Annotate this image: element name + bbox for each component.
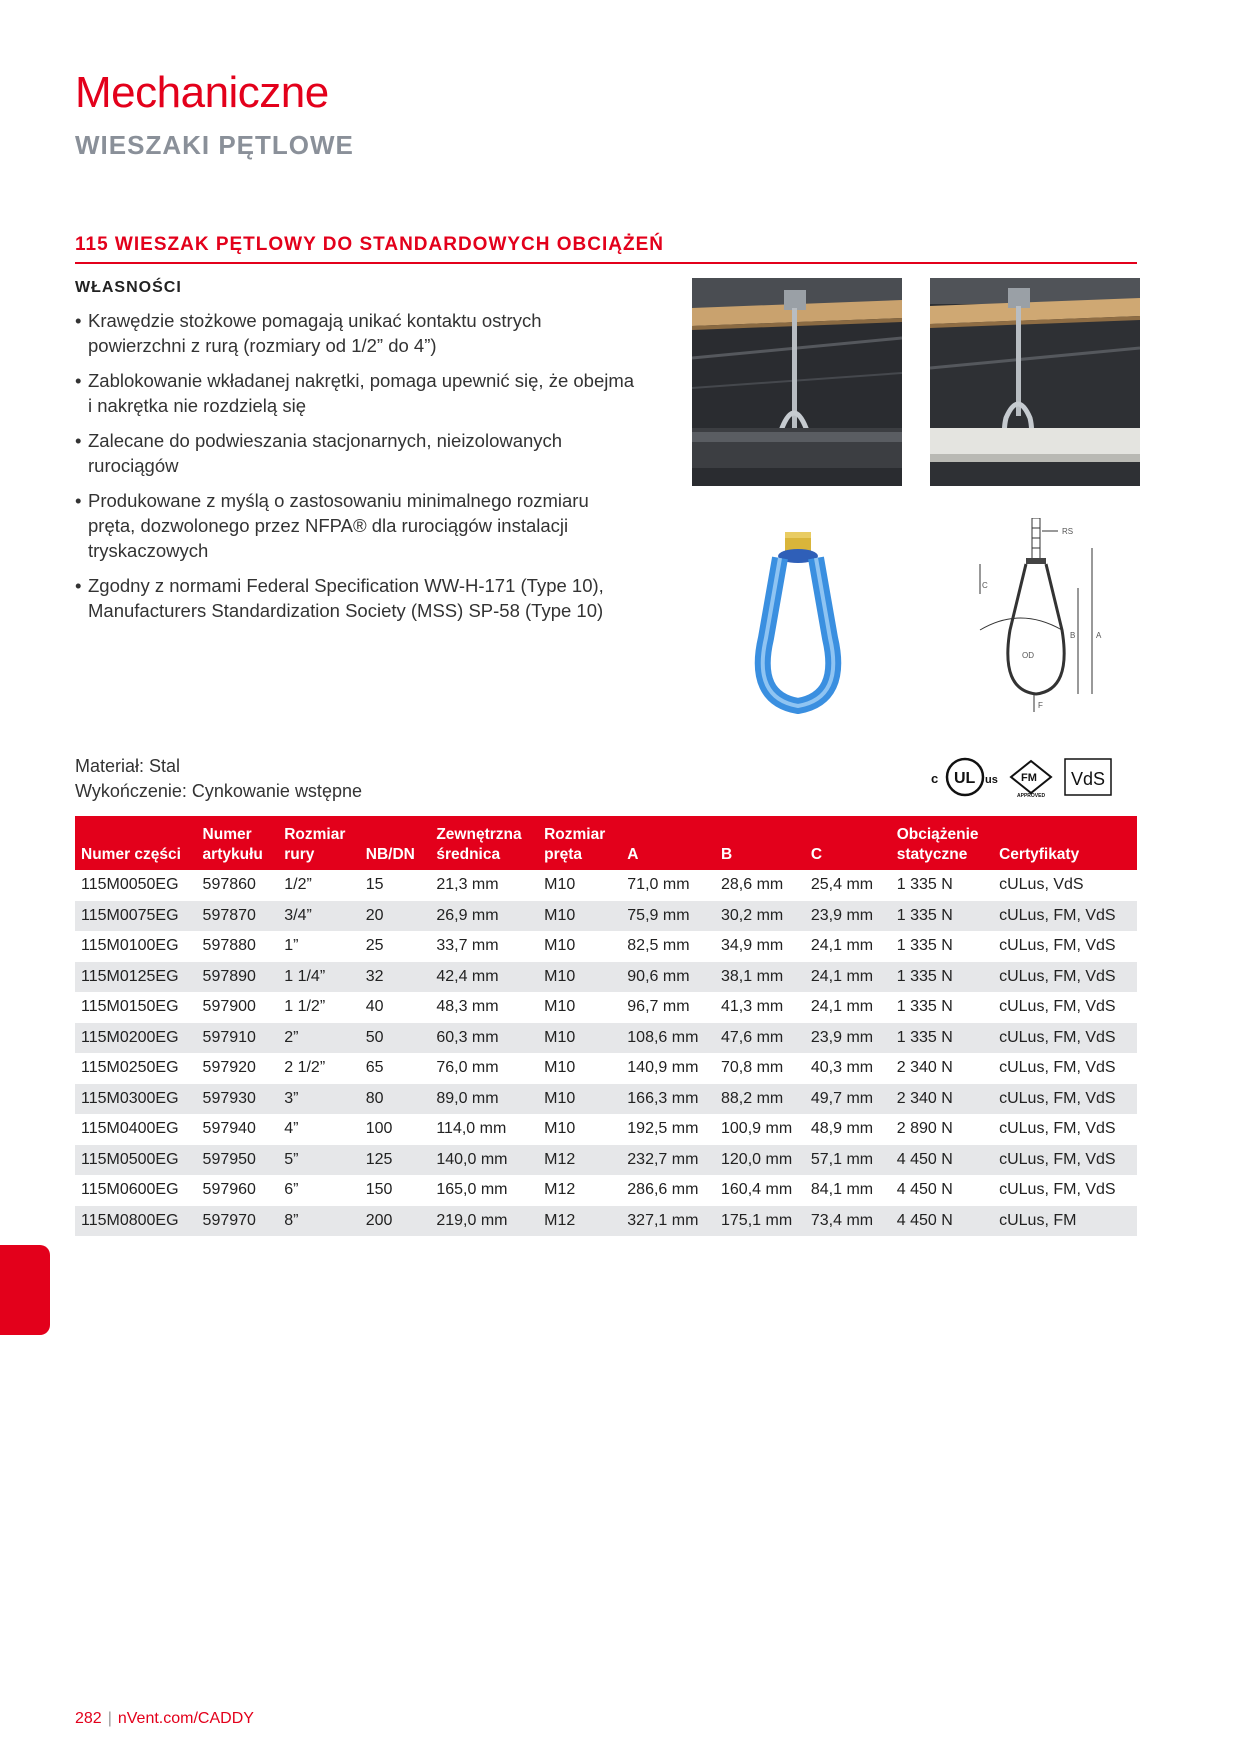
table-cell: cULus, FM [993, 1206, 1137, 1237]
properties-list [75, 308, 635, 633]
column-header [197, 816, 279, 870]
column-header-line1 [721, 825, 801, 845]
table-cell: M10 [538, 1084, 621, 1115]
table-cell: 1 335 N [891, 962, 993, 993]
properties-heading: WŁASNOŚCI [75, 279, 182, 296]
table-cell: cULus, FM, VdS [993, 1145, 1137, 1176]
table-cell: 1/2” [284, 876, 312, 894]
table-cell: 84,1 mm [810, 1181, 874, 1199]
column-header [538, 816, 621, 870]
column-header-line2: statyczne [896, 846, 968, 863]
table-cell: 80 [360, 1084, 431, 1115]
table-cell: cULus, FM, VdS [993, 962, 1137, 993]
table-cell: 1 1/4” [278, 962, 360, 993]
material-text: Materiał: Stal [75, 756, 181, 776]
table-cell: M10 [538, 962, 621, 993]
table-cell: 82,5 mm [627, 937, 690, 955]
table-cell: 71,0 mm [627, 876, 690, 894]
table-cell: 140,9 mm [627, 1059, 699, 1077]
table-cell: cULus, FM, VdS [993, 1084, 1137, 1115]
table-cell: M10 [544, 937, 576, 955]
table-cell: 1 1/2” [284, 998, 326, 1016]
table-cell: 597860 [202, 876, 256, 894]
table-cell: 3/4” [278, 901, 360, 932]
column-header [75, 816, 197, 870]
table-cell: 115M0800EG [75, 1206, 197, 1237]
table-row [75, 1084, 1137, 1115]
table-cell: 597970 [197, 1206, 279, 1237]
installed-photo-dark-pipe [692, 278, 902, 486]
column-header-line2: Numer części [81, 846, 181, 863]
table-cell: 25,4 mm [810, 876, 874, 894]
table-cell: 40,3 mm [810, 1059, 874, 1077]
table-cell: cULus, FM, VdS [999, 1120, 1116, 1138]
column-header-line2: NB/DN [365, 846, 415, 863]
table-cell: 100,9 mm [721, 1120, 793, 1138]
table-cell: 42,4 mm [430, 962, 538, 993]
table-cell: 115M0500EG [75, 1145, 197, 1176]
table-row [75, 962, 1137, 993]
dimension-drawing [970, 518, 1130, 713]
page-subtitle: WIESZAKI PĘTLOWE [75, 130, 354, 160]
drawing-label-od: OD [1022, 651, 1034, 660]
table-cell: M10 [544, 1120, 576, 1138]
table-cell: 2” [278, 1023, 360, 1054]
column-header-line1 [81, 825, 193, 845]
table-cell: 33,7 mm [436, 937, 499, 955]
table-cell: cULus, FM, VdS [999, 937, 1116, 955]
page-title: Mechaniczne [75, 68, 329, 117]
table-cell: 60,3 mm [430, 1023, 538, 1054]
column-header-line2: B [721, 846, 733, 863]
column-header-line1 [627, 825, 711, 845]
table-cell: 41,3 mm [721, 998, 784, 1016]
table-cell: cULus, FM, VdS [993, 901, 1137, 932]
table-cell: 100 [365, 1120, 393, 1138]
column-header-line1 [811, 825, 887, 845]
table-cell: 6” [284, 1181, 299, 1199]
table-cell: M10 [544, 876, 576, 894]
table-cell: 1 335 N [891, 901, 993, 932]
footer-separator: | [107, 1710, 112, 1727]
table-cell: M10 [538, 901, 621, 932]
ul-logo-icon [931, 759, 998, 795]
property-item: • Zalecane do podwieszania stacjonarnych, nieizolowanych rurociągów [75, 428, 635, 478]
table-cell: 24,1 mm [810, 937, 874, 955]
table-cell: 232,7 mm [621, 1145, 715, 1176]
table-cell: 219,0 mm [430, 1206, 538, 1237]
table-cell: 50 [360, 1023, 431, 1054]
table-cell: M12 [544, 1181, 576, 1199]
finish-text: Wykończenie: Cynkowanie wstępne [75, 781, 362, 801]
table-cell: 26,9 mm [430, 901, 538, 932]
table-cell: 140,0 mm [430, 1145, 538, 1176]
svg-text:FM: FM [1021, 772, 1037, 784]
table-cell: 115M0100EG [81, 937, 179, 955]
table-cell: 175,1 mm [715, 1206, 805, 1237]
table-cell: 34,9 mm [721, 937, 784, 955]
table-cell: 24,1 mm [805, 962, 891, 993]
property-item: • Krawędzie stożkowe pomagają unikać kontaktu ostrych powierzchni z rurą (rozmiary od 1/2” do 4”) [75, 308, 635, 358]
svg-text:c: c [931, 771, 939, 786]
table-cell: cULus, FM, VdS [993, 1023, 1137, 1054]
table-cell: cULus, FM, VdS [999, 1181, 1116, 1199]
table-cell: 1 335 N [891, 1023, 993, 1054]
column-header-line1: Zewnętrzna [436, 826, 522, 843]
table-cell: 25 [365, 937, 384, 955]
section-divider [75, 262, 1137, 264]
table-cell: 89,0 mm [430, 1084, 538, 1115]
table-cell: 21,3 mm [436, 876, 499, 894]
table-cell: 150 [365, 1181, 393, 1199]
table-cell: 1” [284, 937, 299, 955]
table-cell: 70,8 mm [721, 1059, 784, 1077]
column-header-line1: Rozmiar [544, 826, 606, 843]
certification-logos [925, 755, 1125, 801]
column-header-line2: C [810, 846, 823, 863]
column-header-line1: Numer [202, 826, 252, 843]
table-cell: 38,1 mm [715, 962, 805, 993]
column-header-line1 [366, 825, 427, 845]
table-cell: 48,9 mm [810, 1120, 874, 1138]
svg-text:UL: UL [954, 770, 976, 787]
drawing-label-b: B [1070, 631, 1076, 640]
table-cell: 115M0050EG [81, 876, 179, 894]
table-cell: 200 [360, 1206, 431, 1237]
table-cell: M12 [538, 1145, 621, 1176]
table-cell: 96,7 mm [627, 998, 690, 1016]
table-cell: 2 340 N [891, 1084, 993, 1115]
vds-logo-icon [1065, 759, 1111, 795]
table-row [75, 992, 1137, 1023]
table-cell: 166,3 mm [621, 1084, 715, 1115]
property-item: • Zablokowanie wkładanej nakrętki, pomaga upewnić się, że obejma i nakrętka nie rozdzielą się [75, 368, 635, 418]
table-cell: 28,6 mm [721, 876, 784, 894]
table-cell: 115M0075EG [75, 901, 197, 932]
table-cell: 115M0400EG [81, 1120, 179, 1138]
table-cell: 114,0 mm [436, 1120, 507, 1138]
table-cell: M10 [544, 998, 576, 1016]
table-cell: 32 [360, 962, 431, 993]
table-cell: 88,2 mm [715, 1084, 805, 1115]
table-cell: 20 [360, 901, 431, 932]
table-cell: 597870 [197, 901, 279, 932]
table-cell: 597880 [202, 937, 256, 955]
table-cell: 48,3 mm [436, 998, 499, 1016]
property-item: • Produkowane z myślą o zastosowaniu minimalnego rozmiaru pręta, dozwolonego przez NFPA® dla rurociągów instalacji tryskaczowych [75, 488, 635, 563]
table-cell: 115M0250EG [81, 1059, 179, 1077]
column-header [805, 816, 891, 870]
table-cell: 49,7 mm [805, 1084, 891, 1115]
table-cell: 8” [278, 1206, 360, 1237]
table-cell: 597900 [202, 998, 256, 1016]
specification-table [75, 816, 1137, 1236]
column-header [278, 816, 360, 870]
table-cell: 65 [365, 1059, 384, 1077]
table-cell: 47,6 mm [715, 1023, 805, 1054]
column-header-line2: pręta [544, 846, 583, 863]
table-cell: M10 [544, 1059, 576, 1077]
table-cell: 120,0 mm [715, 1145, 805, 1176]
table-row [75, 1114, 1137, 1145]
column-header [621, 816, 715, 870]
table-cell: 115M0125EG [75, 962, 197, 993]
installed-photo-white-pipe [930, 278, 1140, 486]
table-cell: 108,6 mm [621, 1023, 715, 1054]
table-cell: 30,2 mm [715, 901, 805, 932]
table-cell: 23,9 mm [805, 901, 891, 932]
table-cell: 115M0150EG [81, 998, 179, 1016]
table-cell: 597920 [202, 1059, 256, 1077]
table-cell: 115M0200EG [75, 1023, 197, 1054]
table-row [75, 1023, 1137, 1054]
column-header-line1: Rozmiar [284, 826, 346, 843]
table-cell: 286,6 mm [627, 1181, 699, 1199]
column-header [993, 816, 1137, 870]
table-cell: 597960 [202, 1181, 256, 1199]
svg-text:VdS: VdS [1071, 769, 1106, 789]
table-cell: M10 [538, 1023, 621, 1054]
table-cell: 90,6 mm [621, 962, 715, 993]
table-row [75, 870, 1137, 901]
table-row [75, 1053, 1137, 1084]
table-header-row [75, 816, 1137, 870]
column-header [715, 816, 805, 870]
hanger-product-image [728, 528, 868, 718]
chapter-tab [0, 1245, 50, 1335]
drawing-label-f: F [1038, 701, 1043, 710]
page-footer [75, 1710, 254, 1728]
page-number: 282 [75, 1710, 102, 1727]
table-cell: 115M0600EG [81, 1181, 179, 1199]
table-cell: 327,1 mm [621, 1206, 715, 1237]
table-cell: 1 335 N [896, 998, 953, 1016]
column-header-line2: Certyfikaty [999, 846, 1080, 863]
product-section-title: 115 WIESZAK PĘTLOWY DO STANDARDOWYCH OBCIĄŻEŃ [75, 234, 664, 255]
table-cell: 75,9 mm [621, 901, 715, 932]
table-cell: 597940 [202, 1120, 256, 1138]
table-body [75, 870, 1137, 1236]
table-cell: 2 890 N [896, 1120, 953, 1138]
column-header-line1 [999, 825, 1133, 845]
table-row [75, 1145, 1137, 1176]
table-cell: 4 450 N [891, 1145, 993, 1176]
table-row [75, 931, 1137, 962]
table-cell: 23,9 mm [805, 1023, 891, 1054]
fm-approved-logo-icon [1011, 761, 1051, 799]
table-row [75, 1175, 1137, 1206]
table-cell: 192,5 mm [627, 1120, 699, 1138]
column-header-line2: rury [284, 846, 315, 863]
table-cell: 2 1/2” [284, 1059, 326, 1077]
table-cell: 4 450 N [891, 1206, 993, 1237]
column-header-line2: A [627, 846, 639, 863]
table-cell: 4” [284, 1120, 299, 1138]
table-cell: 73,4 mm [805, 1206, 891, 1237]
table-cell: cULus, VdS [999, 876, 1084, 894]
table-cell: 597890 [197, 962, 279, 993]
table-row [75, 901, 1137, 932]
table-cell: 2 340 N [896, 1059, 953, 1077]
table-cell: 597910 [197, 1023, 279, 1054]
table-cell: 76,0 mm [436, 1059, 499, 1077]
svg-text:APPROVED: APPROVED [1017, 793, 1046, 799]
table-cell: 597950 [197, 1145, 279, 1176]
table-cell: 3” [278, 1084, 360, 1115]
drawing-label-a: A [1096, 631, 1102, 640]
table-cell: 40 [365, 998, 384, 1016]
table-cell: 1 335 N [896, 937, 953, 955]
table-row [75, 1206, 1137, 1237]
table-cell: 24,1 mm [810, 998, 874, 1016]
table-cell: 1 335 N [896, 876, 953, 894]
column-header [360, 816, 431, 870]
property-item: • Zgodny z normami Federal Specification WW-H-171 (Type 10), Manufacturers Standardization Society (MSS) SP-58 (Type 10) [75, 573, 635, 623]
column-header-line1: Obciążenie [896, 826, 979, 843]
column-header [430, 816, 538, 870]
column-header [891, 816, 993, 870]
column-header-line2: artykułu [202, 846, 263, 863]
table-cell: 597930 [197, 1084, 279, 1115]
table-cell: 5” [278, 1145, 360, 1176]
drawing-label-c: C [982, 581, 988, 590]
footer-url[interactable]: nVent.com/CADDY [117, 1710, 254, 1727]
table-cell: 160,4 mm [721, 1181, 793, 1199]
table-cell: 4 450 N [896, 1181, 953, 1199]
drawing-label-rs: RS [1062, 527, 1074, 536]
table-cell: 15 [365, 876, 384, 894]
table-cell: cULus, FM, VdS [999, 1059, 1116, 1077]
svg-text:us: us [985, 774, 998, 786]
table-cell: 57,1 mm [805, 1145, 891, 1176]
table-cell: M12 [538, 1206, 621, 1237]
table-cell: 115M0300EG [75, 1084, 197, 1115]
table-cell: 165,0 mm [436, 1181, 508, 1199]
column-header-line2: średnica [436, 846, 501, 863]
table-cell: cULus, FM, VdS [999, 998, 1116, 1016]
table-cell: 125 [360, 1145, 431, 1176]
